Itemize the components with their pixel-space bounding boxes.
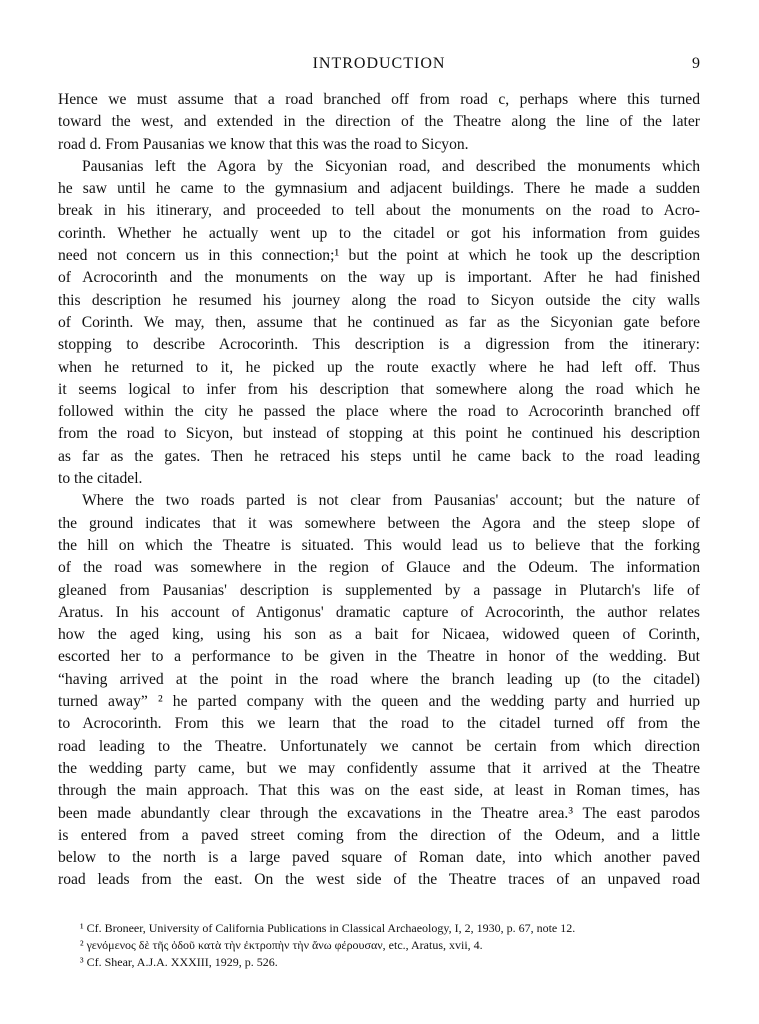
text-line: this description he resumed his journey along the road to Sicyon outside the city walls <box>58 291 700 309</box>
text-line: how the aged king, using his son as a bait for Nicaea, widowed queen of Corinth, <box>58 626 700 644</box>
text-line: when he returned to it, he picked up the route exactly where he had left off. Thus <box>58 358 700 376</box>
text-line: road leads from the east. On the west side of the Theatre traces of an unpaved road <box>58 871 700 889</box>
text-line: below to the north is a large paved square of Roman date, into which another paved <box>58 849 700 867</box>
text-line: been made abundantly clear through the excavations in the Theatre area.³ The east parodos <box>58 804 700 822</box>
text-line: of the road was somewhere in the region of Glauce and the Odeum. The information <box>58 559 700 577</box>
body-text <box>58 89 700 892</box>
page-number: 9 <box>692 55 700 72</box>
text-line: toward the west, and extended in the direction of the Theatre along the line of the later <box>58 113 700 131</box>
text-line: gleaned from Pausanias' description is supplemented by a passage in Plutarch's life of <box>58 581 700 599</box>
text-line: the wedding party came, but we may confidently assume that it arrived at the Theatre <box>58 759 700 777</box>
text-line: need not concern us in this connection;¹ but the point at which he took up the description <box>58 247 700 265</box>
text-line: turned away” ² he parted company with the queen and the wedding party and hurried up <box>58 693 700 711</box>
text-line: to Acrocorinth. From this we learn that the road to the citadel turned off from the <box>58 715 700 733</box>
text-line: of Acrocorinth and the monuments on the way up is important. After he had finished <box>58 269 700 287</box>
text-line: is entered from a paved street coming from the direction of the Odeum, and a little <box>58 826 700 844</box>
text-line: road leading to the Theatre. Unfortunately we cannot be certain from which direction <box>58 737 700 755</box>
text-line: the hill on which the Theatre is situated. This would lead us to believe that the forking <box>58 536 700 554</box>
footnote-3: ³ Cf. Shear, A.J.A. XXXIII, 1929, p. 526. <box>80 955 278 969</box>
text-line: escorted her to a performance to be given in the Theatre in honor of the wedding. But <box>58 648 700 666</box>
text-line: followed within the city he passed the place where the road to Acrocorinth branched off <box>58 403 700 421</box>
text-line: he saw until he came to the gymnasium and adjacent buildings. There he made a sudden <box>58 180 700 198</box>
running-title: INTRODUCTION <box>312 55 446 72</box>
text-line: “having arrived at the point in the road where the branch leading up (to the citadel) <box>58 670 700 688</box>
text-line: stopping to describe Acrocorinth. This description is a digression from the itinerary: <box>58 336 700 354</box>
text-line: as far as the gates. Then he retraced his steps until he came back to the road leading <box>58 447 700 465</box>
text-line: the ground indicates that it was somewhere between the Agora and the steep slope of <box>58 514 700 532</box>
footnote-1: ¹ Cf. Broneer, University of California Publications in Classical Archaeology, I, 2, 1930, p. 67, note 12. <box>80 921 576 935</box>
text-line: Aratus. In his account of Antigonus' dramatic capture of Acrocorinth, the author relates <box>58 603 700 621</box>
page-header <box>58 55 700 77</box>
paragraph-start-line: Where the two roads parted is not clear from Pausanias' account; but the nature of <box>82 492 700 510</box>
text-line: it seems logical to infer from his description that somewhere along the road which he <box>58 380 700 398</box>
footnote-2: ² γενόμενος δὲ τῆς ὁδοῦ κατὰ τὴν ἐκτροπὴν τὴν ἄνω φέρουσαν, etc., Aratus, xvii, 4. <box>80 938 483 952</box>
text-line: corinth. Whether he actually went up to the citadel or got his information from guides <box>58 224 700 242</box>
text-line: to the citadel. <box>58 470 143 488</box>
text-line: road d. From Pausanias we know that this was the road to Sicyon. <box>58 135 469 153</box>
text-line: break in his itinerary, and proceeded to tell about the monuments on the road to Acro- <box>58 202 700 220</box>
footnotes <box>80 920 700 971</box>
text-line: through the main approach. That this was on the east side, at least in Roman times, has <box>58 782 700 800</box>
paragraph-start-line: Pausanias left the Agora by the Sicyonian road, and described the monuments which <box>82 157 700 175</box>
text-line: from the road to Sicyon, but instead of stopping at this point he continued his description <box>58 425 700 443</box>
text-line: Hence we must assume that a road branched off from road c, perhaps where this turned <box>58 91 700 108</box>
text-line: of Corinth. We may, then, assume that he continued as far as the Sicyonian gate before <box>58 313 700 331</box>
